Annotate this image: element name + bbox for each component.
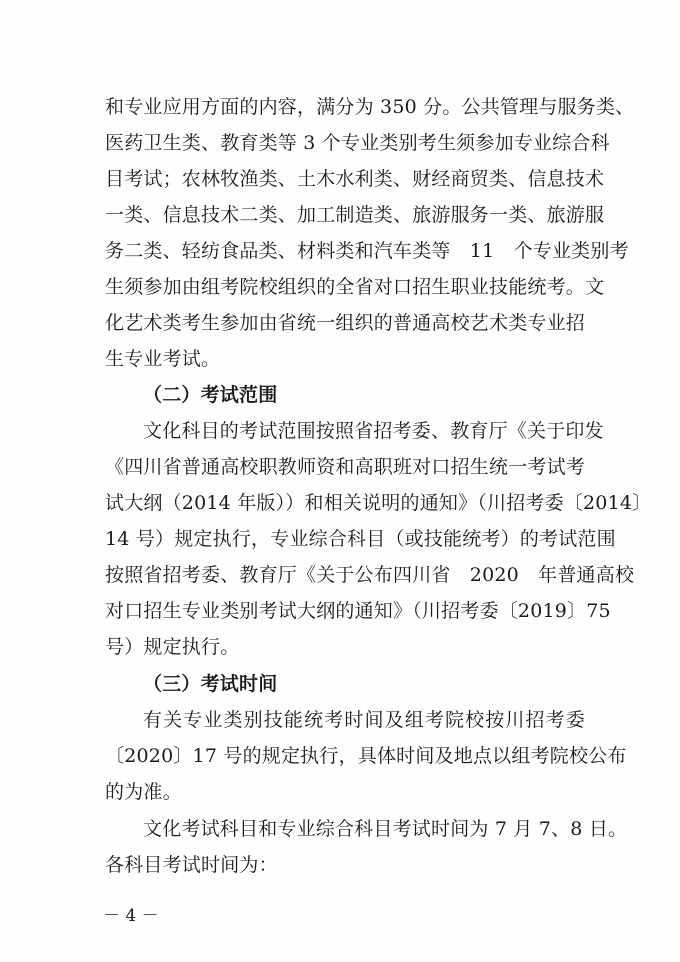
body-text-line: 对口招生专业类别考试大纲的通知》（川招考委〔2019〕75 — [105, 600, 611, 622]
body-text-line: 生须参加由组考院校组织的全省对口招生职业技能统考。文 — [105, 276, 605, 298]
section-heading-exam-time: （三）考试时间 — [143, 673, 278, 695]
body-text-line: 按照省招考委、教育厅《关于公布四川省 2020 年普通高校 — [105, 564, 635, 586]
section-heading-exam-scope: （二）考试范围 — [143, 384, 278, 406]
body-text-line: 化艺术类考生参加由省统一组织的普通高校艺术类专业招 — [105, 312, 586, 334]
body-text-line: 医药卫生类、教育类等 3 个专业类别考生须参加专业综合科 — [105, 132, 610, 154]
body-text-line: 的为准。 — [105, 781, 182, 803]
body-text-line: 和专业应用方面的内容，满分为 350 分。公共管理与服务类、 — [105, 96, 635, 118]
body-text-line: 务二类、轻纺食品类、材料类和汽车类等 11 个专业类别考 — [105, 240, 629, 262]
body-text-line: 号）规定执行。 — [105, 636, 240, 658]
body-text-line: 试大纲（2014 年版））和相关说明的通知》（川招考委〔2014〕 — [105, 492, 652, 514]
body-text-line: 各科目考试时间为： — [105, 854, 278, 876]
body-text-line: 文化考试科目和专业综合科目考试时间为 7 月 7、8 日。 — [143, 818, 628, 840]
body-text-line: 〔2020〕17 号的规定执行，具体时间及地点以组考院校公布 — [105, 745, 627, 767]
body-text-line: 《四川省普通高校职教师资和高职班对口招生统一考试考 — [105, 456, 586, 478]
body-text-line: 14 号）规定执行，专业综合科目（或技能统考）的考试范围 — [105, 528, 616, 550]
body-text-line: 一类、信息技术二类、加工制造类、旅游服务一类、旅游服 — [105, 204, 605, 226]
body-text-line: 文化科目的考试范围按照省招考委、教育厅《关于印发 — [143, 420, 604, 442]
body-text-line: 生专业考试。 — [105, 348, 221, 370]
body-text-line: 目考试；农林牧渔类、土木水利类、财经商贸类、信息技术 — [105, 168, 605, 190]
body-text-line: 有关专业类别技能统考时间及组考院校按川招考委 — [143, 709, 585, 731]
page-number: － 4 － — [103, 906, 159, 926]
